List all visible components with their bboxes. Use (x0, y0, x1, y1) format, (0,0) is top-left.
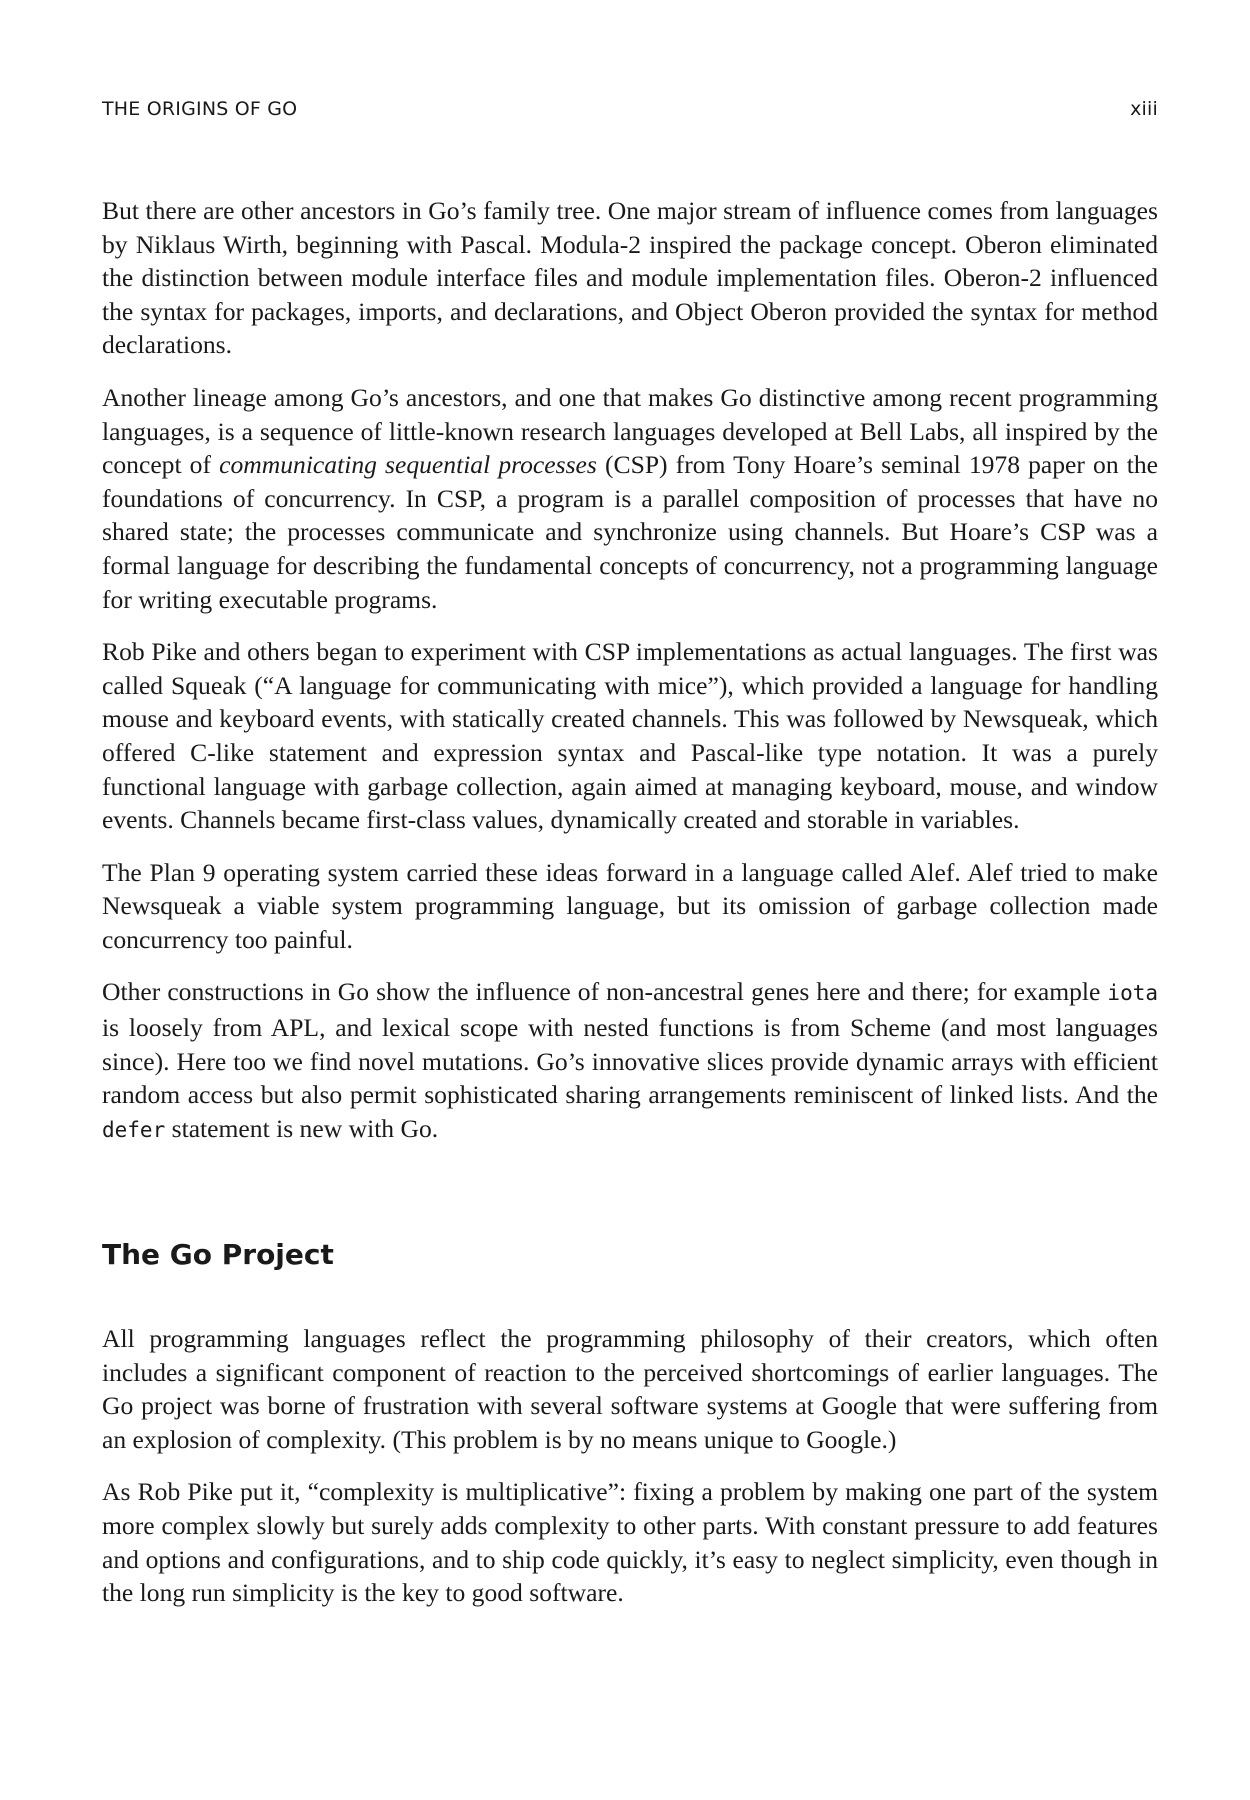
section-go-project-body (102, 1322, 1158, 1629)
running-header (102, 98, 1158, 120)
paragraph-alef: The Plan 9 operating system carried these ideas forward in a language called Alef. Alef tried to make Newsqueak a viable system programming language, but its omission of garbage collection made concurrency too painful. (102, 857, 1158, 954)
paragraph-wirth: But there are other ancestors in Go’s family tree. One major stream of influence comes from languages by Niklaus Wirth, beginning with Pascal. Modula-2 inspired the package concept. Oberon eliminated the distinction between module interface files and module implementation files. Oberon-2 influenced the syntax for packages, imports, and declarations, and Object Oberon provided the syntax for method declarations. (102, 196, 1158, 360)
code-defer: defer (102, 1117, 166, 1142)
paragraph-influences-text-3: statement is new with Go. (165, 1113, 439, 1143)
paragraph-csp-lineage (102, 381, 1158, 616)
section-origins-body (102, 194, 1158, 1166)
csp-term: communicating sequential processes (219, 450, 597, 480)
paragraph-squeak-newsqueak: Rob Pike and others began to experiment with CSP implementations as actual languages. The first was called Squeak (“A language for communicating with mice”), which provided a language for handling mouse and keyboard events, with statically created channels. This was followed by Newsqueak, which offered C-like statement and expression syntax and Pascal-like type notation. It was a purely functional language with garbage collection, again aimed at managing keyboard, mouse, and window events. Channels became first-class values, dynamically created and storable in variables. (102, 637, 1158, 835)
paragraph-influences-text-2: is loosely from APL, and lexical scope with nested functions is from Scheme (and most languages since). Here too we find novel mutations. Go’s innovative slices provide dynamic arrays with efficient random access but also permit sophisticated sharing arrangements reminiscent of linked lists. And the (102, 1013, 1158, 1110)
paragraph-other-influences (102, 975, 1158, 1147)
section-heading-go-project: The Go Project (102, 1238, 334, 1271)
code-iota: iota (1107, 981, 1158, 1006)
paragraph-philosophy: All programming languages reflect the programming philosophy of their creators, which often includes a significant component of reaction to the perceived shortcomings of earlier languages. The Go project was borne of frustration with several software systems at Google that were suffering from an explosion of complexity. (This problem is by no means unique to Google.) (102, 1324, 1158, 1454)
paragraph-influences-text-1: Other constructions in Go show the influence of non-ancestral genes here and there; for example (102, 977, 1108, 1007)
chapter-title: THE ORIGINS OF GO (102, 98, 298, 120)
paragraph-complexity: As Rob Pike put it, “complexity is multiplicative”: fixing a problem by making one part of the system more complex slowly but surely adds complexity to other parts. With constant pressure to add features and options and configurations, and to ship code quickly, it’s easy to neglect simplicity, even though in the long run simplicity is the key to good software. (102, 1477, 1158, 1608)
paragraph-csp-text-1: Another lineage among Go’s ancestors, and one that makes Go distinctive among recent programming languages, is a sequence of little-known research languages developed at Bell Labs, all inspired by the concept of (102, 382, 1158, 480)
paragraph-csp-text-2: (CSP) from Tony Hoare’s seminal 1978 paper on the foundations of concurrency. In CSP, a program is a parallel composition of processes that have no shared state; the processes communicate and synchronize using channels. But Hoare’s CSP was a formal language for describing the fundamental concepts of concurrency, not a programming language for writing executable programs. (102, 450, 1159, 614)
page-number: xiii (1130, 98, 1158, 120)
